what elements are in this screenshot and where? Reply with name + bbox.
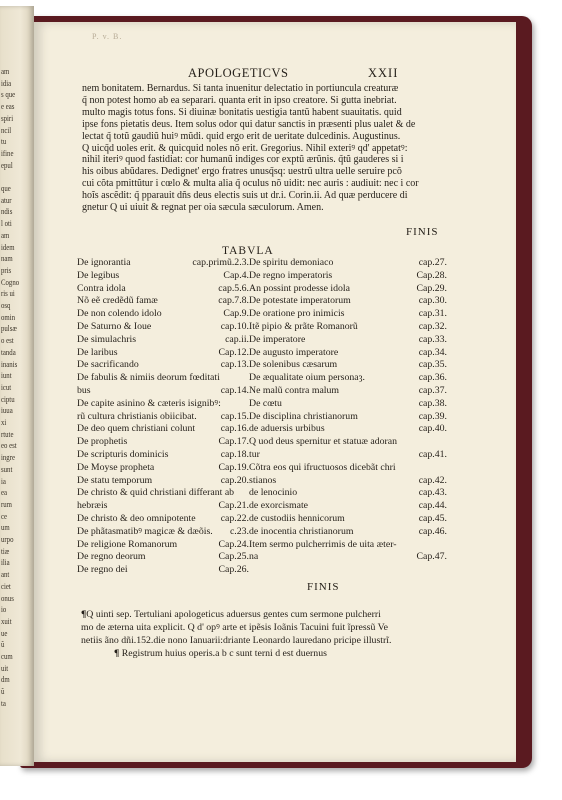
toc-entry bbox=[77, 372, 249, 385]
left-page-fragment: am bbox=[1, 230, 10, 240]
toc-entry bbox=[249, 475, 447, 488]
left-page-fragment: ris ui bbox=[1, 289, 15, 299]
left-page-fragment: eo est bbox=[1, 441, 17, 451]
left-page-fragment: xuit bbox=[1, 616, 12, 626]
left-page-fragment: spiri bbox=[1, 113, 14, 123]
toc-title: De prophetis bbox=[77, 436, 128, 448]
toc-entry bbox=[77, 283, 249, 296]
right-page bbox=[34, 22, 516, 762]
toc-title: De deo quem christiani colunt bbox=[77, 423, 196, 435]
toc-title: De oratione pro inimicis bbox=[249, 308, 345, 320]
toc-title: De Saturno & Ioue bbox=[77, 320, 152, 332]
toc-entry bbox=[77, 449, 249, 462]
colophon-text: mo de æterna uita explicit. Q d' opꝰ arte et ipẽsis Ioãnis Tacuini fuit ĩpressũ Ve bbox=[81, 622, 389, 634]
running-title: APOLOGETICVS bbox=[188, 66, 289, 80]
left-page-fragment: que bbox=[1, 184, 11, 193]
pilcrow-icon: ¶ bbox=[114, 648, 120, 659]
left-page-fragment: tu bbox=[1, 137, 7, 147]
toc-chapter: Cap.19. bbox=[218, 461, 249, 473]
finis-label: FINIS bbox=[406, 226, 439, 238]
toc-entry bbox=[77, 475, 249, 488]
toc-chapter: cap.ii. bbox=[225, 333, 249, 345]
left-page-fragment: e eas bbox=[1, 102, 15, 112]
toc-entry bbox=[249, 385, 447, 398]
toc-title: De spiritu demoniaco bbox=[249, 257, 334, 268]
toc-entry bbox=[249, 513, 447, 526]
body-line: q̃ non potest homo ab ea separari. quanta erit in ipso creatore. Si gutta inebriat. bbox=[82, 94, 397, 106]
left-page-fragment: ant bbox=[1, 570, 10, 580]
toc-entry bbox=[77, 295, 249, 308]
toc-chapter: cap.39. bbox=[418, 410, 447, 422]
left-page-fragment: um bbox=[1, 523, 10, 533]
toc-entry bbox=[77, 423, 249, 436]
toc-entry bbox=[77, 321, 249, 334]
toc-entry bbox=[249, 449, 447, 462]
toc-entry bbox=[77, 500, 249, 513]
colophon-text: Q uinti sep. Tertuliani apologeticus aduersus gentes cum sermone pulcherri bbox=[86, 609, 381, 620]
toc-entry bbox=[77, 308, 249, 321]
toc-entry bbox=[77, 539, 249, 552]
left-page-fragment: o est bbox=[1, 336, 14, 346]
tabula-heading: TABVLA bbox=[222, 245, 274, 257]
toc-chapter: Cap.25. bbox=[218, 551, 249, 563]
toc-chapter: cap.43. bbox=[418, 487, 447, 499]
toc-entry bbox=[249, 398, 447, 411]
toc-entry bbox=[249, 411, 447, 424]
toc-title: De scripturis dominicis bbox=[77, 448, 169, 460]
toc-chapter: cap.31. bbox=[418, 308, 447, 320]
toc-entry bbox=[249, 270, 447, 283]
left-page-fragment: uit bbox=[1, 663, 9, 673]
toc-chapter: cap.37. bbox=[418, 384, 447, 396]
toc-chapter: cap.7.8. bbox=[218, 295, 249, 307]
toc-entry bbox=[77, 359, 249, 372]
toc-title: rũ cultura christianis obiicibat. bbox=[77, 410, 197, 422]
left-page-fragment: io bbox=[1, 605, 7, 615]
toc-entry bbox=[249, 283, 447, 296]
toc-chapter: cap.36. bbox=[418, 372, 447, 384]
toc-chapter: cap.16. bbox=[220, 423, 249, 435]
toc-chapter: cap.41. bbox=[418, 448, 447, 460]
left-page-fragment: l oti bbox=[1, 219, 12, 229]
toc-title: de custodiis hennicorum bbox=[249, 512, 345, 524]
body-line: nem bonitatem. Bernardus. Si tanta inuenitur delectatio in portiuncula creaturæ bbox=[82, 83, 399, 94]
left-page-fragment: ue bbox=[1, 628, 8, 638]
toc-title: De laribus bbox=[77, 346, 118, 358]
toc-entry bbox=[77, 564, 249, 577]
toc-entry bbox=[249, 423, 447, 436]
toc-entry bbox=[249, 372, 447, 385]
left-page-fragment: icut bbox=[1, 382, 12, 392]
left-page-fragment: ta bbox=[1, 698, 6, 708]
body-line: cui cõta pmittũtur i cœlo & multa alia q̃ oculus nõ uidit: nec auris : audiuit: nec i cor bbox=[82, 178, 419, 190]
body-line: his oibus abũdares. Dedignet' ergo fratres unusq̃sq: uestrũ ultra uelle seruire pcõ bbox=[82, 166, 402, 178]
toc-title: De Moyse propheta bbox=[77, 461, 155, 473]
left-page-fragment: atur bbox=[1, 195, 12, 205]
toc-right-column bbox=[249, 257, 447, 564]
toc-entry bbox=[249, 487, 447, 500]
colophon-line bbox=[81, 634, 461, 647]
toc-chapter: Cap.17. bbox=[218, 436, 249, 448]
left-page-fragment: onus bbox=[1, 593, 14, 603]
toc-chapter: cap.13. bbox=[220, 359, 249, 371]
toc-title: De æqualitate oium personaȝ. bbox=[249, 372, 365, 384]
finis-label-end: FINIS bbox=[307, 581, 340, 593]
toc-chapter: Cap.4. bbox=[223, 269, 249, 281]
toc-chapter: Cap.9. bbox=[223, 308, 249, 320]
left-page-fragment: ingre bbox=[1, 453, 15, 463]
toc-chapter: cap.primũ.2.3. bbox=[192, 257, 249, 268]
toc-entry bbox=[77, 513, 249, 526]
toc-title: De potestate imperatorum bbox=[249, 295, 351, 307]
toc-title: De simulachris bbox=[77, 333, 137, 345]
toc-chapter: Cap.29. bbox=[416, 282, 447, 294]
toc-entry bbox=[249, 436, 447, 449]
registrum bbox=[114, 648, 327, 659]
toc-chapter: cap.30. bbox=[418, 295, 447, 307]
toc-title: De solenibus cæsarum bbox=[249, 359, 338, 371]
left-page-fragment: iuua bbox=[1, 406, 13, 416]
left-page-fragment: ncil bbox=[1, 125, 12, 135]
toc-entry bbox=[77, 385, 249, 398]
toc-entry bbox=[77, 436, 249, 449]
toc-entry bbox=[249, 334, 447, 347]
toc-chapter: cap.14. bbox=[220, 384, 249, 396]
left-page-fragment: ia bbox=[1, 476, 6, 486]
toc-title: Contra idola bbox=[77, 282, 126, 294]
toc-title: De christo & quid christiani differant ab bbox=[77, 487, 235, 499]
toc-chapter: c.23. bbox=[229, 525, 249, 537]
toc-title: De religione Romanorum bbox=[77, 538, 178, 550]
body-text bbox=[82, 83, 442, 214]
colophon-line bbox=[81, 621, 461, 634]
left-page-fragment: Cogno bbox=[1, 277, 20, 287]
toc-title: De regno deorum bbox=[77, 551, 146, 563]
toc-title: de inocentia christianorum bbox=[249, 525, 354, 537]
toc-entry bbox=[77, 398, 249, 411]
toc-entry bbox=[249, 359, 447, 372]
toc-title: Itẽ pipio & prãte Romanorũ bbox=[249, 320, 358, 332]
toc-chapter: Cap.24. bbox=[218, 538, 249, 550]
left-page-fragment: iunt bbox=[1, 371, 12, 381]
toc-chapter: cap.18. bbox=[220, 448, 249, 460]
left-page-fragment: rum bbox=[1, 499, 12, 509]
toc-title: na bbox=[249, 551, 259, 563]
left-page-fragment: s que bbox=[1, 90, 16, 100]
toc-chapter: cap.45. bbox=[418, 512, 447, 524]
toc-entry bbox=[77, 411, 249, 424]
left-page-fragment: nam bbox=[1, 254, 13, 264]
toc-title: De augusto imperatore bbox=[249, 346, 339, 358]
left-page-fragment: am bbox=[1, 67, 10, 76]
toc-entry bbox=[77, 551, 249, 564]
body-line: nihil iteriꝰ quod fastidiat: cor humanũ indiges cor exptũ ærũnis. q̃tũ gauderes si i bbox=[82, 154, 404, 166]
toc-title: bus bbox=[77, 384, 91, 396]
toc-chapter: Cap.28. bbox=[416, 269, 447, 281]
toc-entry bbox=[77, 347, 249, 360]
toc-title: De fabulis & nimiis deorum fœditati bbox=[77, 372, 220, 384]
left-page-fragment: ndis bbox=[1, 207, 13, 217]
toc-chapter: cap.34. bbox=[418, 346, 447, 358]
toc-entry bbox=[249, 526, 447, 539]
toc-entry bbox=[77, 270, 249, 283]
toc-title: de exorcismate bbox=[249, 500, 309, 512]
toc-title: De imperatore bbox=[249, 333, 306, 345]
corner-mark: P. v. B. bbox=[92, 32, 123, 41]
left-page-fragment: tanda bbox=[1, 347, 16, 357]
body-line: multo magis totus fons. Si diuinæ bonitatis uestigia tantũ habent suauitatis. quid bbox=[82, 106, 402, 118]
toc-entry bbox=[77, 462, 249, 475]
colophon-text: netiis ãno dñi.152.die nono Ianuarii:driante Leonardo lauredano pricipe illustrĩ. bbox=[81, 635, 392, 647]
toc-title: De capite asinino & cæteris isignibꝰ: bbox=[77, 397, 221, 409]
left-page-fragment: tiæ bbox=[1, 546, 10, 556]
left-page-fragment: inanis bbox=[1, 359, 18, 369]
toc-title: Nõ eẽ credẽdũ famæ bbox=[77, 295, 158, 307]
toc-entry bbox=[77, 526, 249, 539]
toc-chapter: Cap.12. bbox=[218, 346, 249, 358]
body-line: gnetur Q ui uiuit & regnat per oia sæcula sæculorum. Amen. bbox=[82, 202, 324, 214]
toc-title: De disciplina christianorum bbox=[249, 410, 358, 422]
body-line: ipse fons pietatis deus. Item solus odor qui datur sanctis in præsenti plus ualet & de bbox=[82, 118, 416, 130]
toc-chapter: cap.32. bbox=[418, 320, 447, 332]
toc-entry bbox=[249, 462, 447, 475]
toc-entry bbox=[249, 551, 447, 564]
left-page-fragment: urpo bbox=[1, 535, 14, 544]
toc-chapter: cap.5.6. bbox=[218, 282, 249, 294]
left-page-fragment: dm bbox=[1, 675, 10, 685]
toc-chapter: Cap.21. bbox=[218, 500, 249, 512]
toc-title: De regno imperatoris bbox=[249, 269, 333, 281]
toc-chapter: Cap.26. bbox=[218, 564, 249, 576]
toc-entry bbox=[249, 321, 447, 334]
toc-title: De cœtu bbox=[249, 397, 282, 409]
colophon bbox=[81, 608, 461, 648]
toc-entry bbox=[249, 308, 447, 321]
toc-entry bbox=[249, 347, 447, 360]
toc-entry bbox=[249, 500, 447, 513]
toc-title: Item sermo pulcherrimis de uita æter- bbox=[249, 538, 397, 550]
left-page-fragment: osq bbox=[1, 301, 11, 310]
toc-entry bbox=[77, 487, 249, 500]
body-line: hoĩs ascẽdit: q̃ pparauit dñs deus electis suis ut dr.i. Corin.ii. Ad quæ perducere di bbox=[82, 190, 408, 202]
toc-chapter: Cap.47. bbox=[416, 551, 447, 563]
toc-chapter: cap.33. bbox=[418, 333, 447, 345]
left-page-fragment: ce bbox=[1, 511, 8, 521]
toc-entry bbox=[77, 257, 249, 270]
left-page-fragment: ũ bbox=[1, 687, 5, 697]
pilcrow-icon: ¶ bbox=[81, 609, 87, 620]
toc-chapter: cap.15. bbox=[220, 410, 249, 422]
toc-title: hebræis bbox=[77, 500, 108, 512]
left-page-fragment: ea bbox=[1, 488, 8, 498]
toc-title: tur bbox=[249, 448, 260, 460]
toc-entry bbox=[77, 334, 249, 347]
toc-title: de lenocinio bbox=[249, 487, 298, 499]
left-page-fragment: ciet bbox=[1, 581, 11, 591]
toc-chapter: cap.46. bbox=[418, 525, 447, 537]
toc-chapter: cap.10. bbox=[220, 320, 249, 332]
toc-title: stianos bbox=[249, 474, 277, 486]
left-page-fragment: ifine bbox=[1, 148, 14, 158]
toc-entry bbox=[249, 257, 447, 270]
left-page-edge bbox=[0, 6, 34, 766]
left-page-fragment: omin bbox=[1, 312, 15, 322]
toc-left-column bbox=[77, 257, 249, 577]
toc-entry bbox=[249, 295, 447, 308]
toc-chapter: cap.27. bbox=[418, 257, 447, 268]
body-line: lectat q̃ totũ gaudiũ huiꝰ mũdi. quid ergo erit de ueritate dulcedinis. Augustinus. bbox=[82, 130, 401, 142]
toc-chapter: cap.42. bbox=[418, 474, 447, 486]
left-page-fragment: idem bbox=[1, 242, 15, 252]
left-page-fragment: pulsæ bbox=[1, 324, 17, 334]
toc-title: Q uod deus spernitur et statuæ adoran bbox=[249, 436, 398, 448]
toc-title: De christo & deo omnipotente bbox=[77, 512, 196, 524]
toc-title: Ne malũ contra malum bbox=[249, 384, 340, 396]
toc-title: De regno dei bbox=[77, 564, 128, 576]
toc-entry bbox=[249, 539, 447, 552]
toc-chapter: cap.20. bbox=[220, 474, 249, 486]
toc-chapter: cap.22. bbox=[220, 512, 249, 524]
left-page-fragment: ũ bbox=[1, 640, 5, 650]
left-page-fragment: cum bbox=[1, 652, 13, 661]
registrum-text: Registrum huius operis.a b c sunt terni d est duernus bbox=[121, 648, 327, 659]
left-page-fragment: pris bbox=[1, 265, 12, 275]
toc-chapter: cap.38. bbox=[418, 397, 447, 409]
left-page-fragment: rtute bbox=[1, 429, 14, 439]
toc-chapter: cap.44. bbox=[418, 500, 447, 512]
left-page-fragment: ilia bbox=[1, 558, 10, 568]
toc-title: De statu temporum bbox=[77, 474, 153, 486]
left-page-fragment: ciptu bbox=[1, 394, 15, 404]
folio-number: XXII bbox=[368, 66, 399, 80]
toc-title: De ignorantia bbox=[77, 257, 131, 268]
toc-title: De phãtasmatibꝰ magicæ & dæõis. bbox=[77, 525, 213, 537]
toc-title: An possint prodesse idola bbox=[249, 282, 350, 294]
toc-title: Cõtra eos qui ifructuosos dicebãt chri bbox=[249, 461, 396, 473]
left-page-fragment: sunt bbox=[1, 464, 13, 474]
toc-chapter: cap.40. bbox=[418, 423, 447, 435]
toc-chapter: cap.35. bbox=[418, 359, 447, 371]
colophon-line bbox=[81, 608, 461, 621]
left-page-fragment: epul bbox=[1, 160, 13, 170]
toc-title: De non colendo idolo bbox=[77, 308, 162, 320]
body-line: Q uicq̃d uoles erit. & quicquid noles nõ erit. Gregorius. Nihil exteriꝰ qd' appetatꝰ: bbox=[82, 142, 408, 154]
left-page-fragment: xi bbox=[1, 418, 7, 427]
left-page-fragment: idia bbox=[1, 78, 12, 88]
toc-title: de aduersis urbibus bbox=[249, 423, 325, 435]
toc-title: De legibus bbox=[77, 269, 120, 281]
toc-title: De sacrificando bbox=[77, 359, 139, 371]
